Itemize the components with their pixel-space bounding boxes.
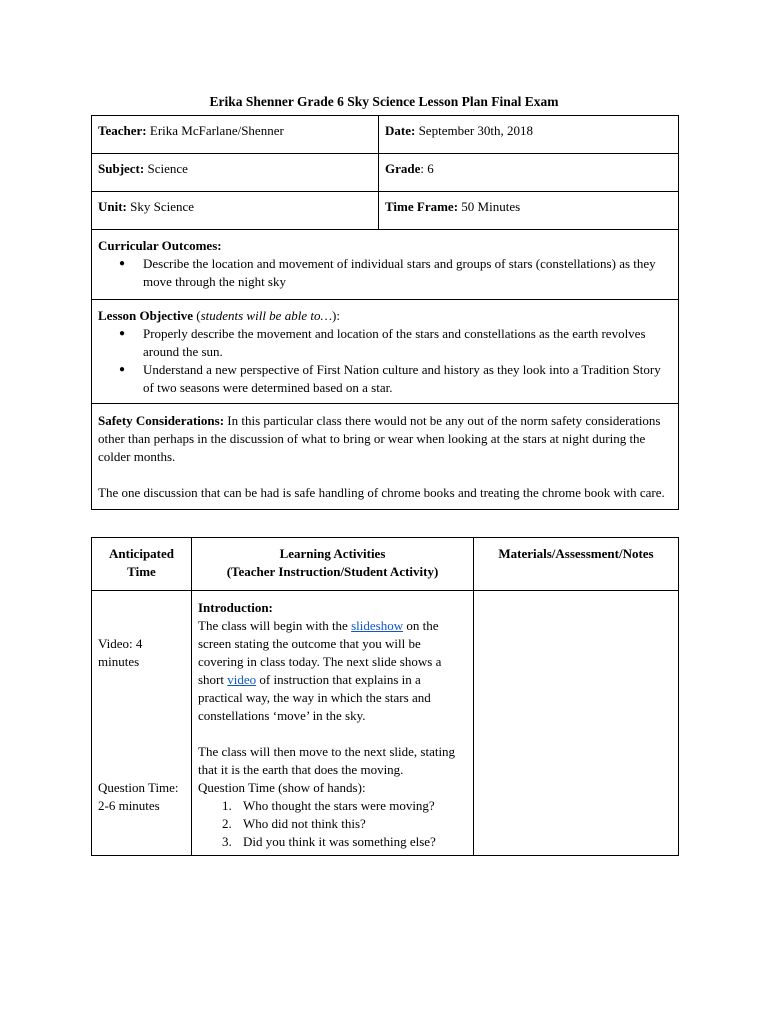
- outcomes-cell: [92, 230, 679, 300]
- objective-paren-open: (: [192, 308, 201, 323]
- grade-value: : 6: [420, 161, 434, 176]
- teacher-label: Teacher:: [98, 123, 147, 138]
- header-learning-activities: [192, 538, 474, 591]
- question-text: Who thought the stars were moving?: [243, 798, 435, 813]
- objective-paren-close: ):: [332, 308, 340, 323]
- grade-label: Grade: [385, 161, 421, 176]
- teacher-value: Erika McFarlane/Shenner: [149, 123, 284, 138]
- question-item: [198, 833, 467, 851]
- activity-row-introduction: [92, 591, 679, 856]
- video-link[interactable]: video: [227, 672, 257, 687]
- time-video: Video: 4 minutes: [98, 636, 143, 669]
- timeframe-label: Time Frame:: [385, 199, 459, 214]
- subject-label: Subject:: [98, 161, 145, 176]
- header-anticipated-time: Anticipated Time: [92, 538, 192, 591]
- safety-label: Safety Considerations:: [98, 413, 225, 428]
- intro-text-1: The class will begin with the: [198, 618, 352, 633]
- grade-cell: [379, 154, 679, 192]
- date-cell: [379, 116, 679, 154]
- transition-paragraph: The class will then move to the next slide, stating that it is the earth that does the moving.: [198, 744, 456, 777]
- activities-table: [91, 537, 679, 856]
- date-label: Date:: [385, 123, 416, 138]
- page-title: Erika Shenner Grade 6 Sky Science Lesson Plan Final Exam: [209, 94, 559, 109]
- timeframe-value: 50 Minutes: [461, 199, 521, 214]
- outcomes-label: Curricular Outcomes:: [98, 238, 222, 253]
- teacher-cell: [92, 116, 379, 154]
- intro-paragraph: [198, 617, 467, 725]
- learning-cell: [192, 591, 474, 856]
- objective-cell: [92, 300, 679, 404]
- time-question: Question Time: 2-6 minutes: [98, 780, 179, 813]
- safety-cell: [92, 404, 679, 510]
- header-learning-line2: (Teacher Instruction/Student Activity): [226, 564, 439, 579]
- info-row-teacher-date: [92, 116, 679, 154]
- header-materials: Materials/Assessment/Notes: [474, 538, 679, 591]
- lesson-info-table: [91, 115, 679, 510]
- question-number: 3.: [222, 834, 232, 849]
- question-item: [198, 815, 467, 833]
- objective-list: [98, 325, 672, 397]
- unit-cell: [92, 192, 379, 230]
- question-list: [198, 797, 467, 851]
- question-time-label: Question Time (show of hands):: [198, 780, 366, 795]
- objective-label: Lesson Objective: [98, 308, 193, 323]
- safety-row: [92, 404, 679, 510]
- info-row-unit-timeframe: [92, 192, 679, 230]
- outcomes-row: [92, 230, 679, 300]
- activities-header-row: [92, 538, 679, 591]
- question-text: Did you think it was something else?: [243, 834, 436, 849]
- question-number: 2.: [222, 816, 232, 831]
- question-item: [198, 797, 467, 815]
- date-value: September 30th, 2018: [418, 123, 534, 138]
- header-learning-line1: Learning Activities: [279, 546, 386, 561]
- materials-cell: [474, 591, 679, 856]
- objective-item: ● Properly describe the movement and location of the stars and constellations as the earth revolves around the sun.: [98, 325, 672, 361]
- objective-italic: students will be able to…: [200, 308, 333, 323]
- intro-label: Introduction:: [198, 600, 273, 615]
- unit-label: Unit:: [98, 199, 127, 214]
- subject-value: Science: [147, 161, 188, 176]
- objective-item: ● Understand a new perspective of First Nation culture and history as they look into a Tradition Story of two seasons were determined based on a star.: [98, 361, 672, 397]
- safety-paragraph: [98, 412, 672, 466]
- time-cell: [92, 591, 192, 856]
- safety-text: In this particular class there would not be any out of the norm safety considerations other than perhaps in the discussion of what to bring or wear when looking at the stars at night during the colder months.: [98, 413, 661, 464]
- info-row-subject-grade: [92, 154, 679, 192]
- subject-cell: [92, 154, 379, 192]
- objective-row: [92, 300, 679, 404]
- timeframe-cell: [379, 192, 679, 230]
- question-text: Who did not think this?: [243, 816, 366, 831]
- unit-value: Sky Science: [130, 199, 195, 214]
- outcomes-list: [98, 255, 672, 291]
- safety-paragraph-2: The one discussion that can be had is safe handling of chrome books and treating the chrome book with care.: [98, 485, 665, 500]
- intro-text-3: of instruction that explains in a practical way, the way in which the stars and constellations ‘move’ in the sky.: [198, 672, 431, 723]
- intro-text-2: on the screen stating the outcome that you will be covering in class today. The next slide shows a short: [198, 618, 442, 687]
- outcome-item: ● Describe the location and movement of individual stars and groups of stars (constellations) as they move through the night sky: [98, 255, 672, 291]
- question-number: 1.: [222, 798, 232, 813]
- slideshow-link[interactable]: slideshow: [351, 618, 404, 633]
